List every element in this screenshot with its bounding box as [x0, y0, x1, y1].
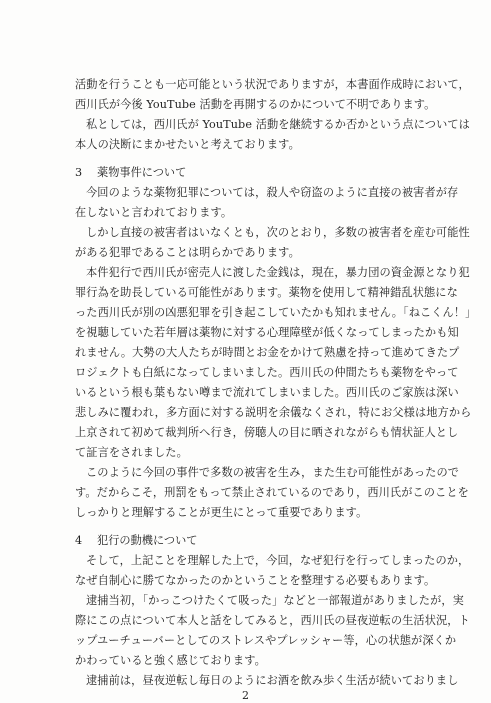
section-number: 4: [75, 534, 83, 547]
text-line: そして，上記ことを理解した上で，今回，なぜ犯行を行ってしまったのか，: [86, 554, 470, 567]
text-line: 私としては，西川氏が YouTube 活動を継続するか否かという点については: [86, 118, 470, 131]
text-line: かわっていると強く感じております。: [75, 654, 266, 667]
text-line: 西川氏が今後 YouTube 活動を再開するのかについて不明であります。: [75, 98, 436, 111]
text-line: 活動を行うことも一応可能という状況でありますが，本書面作成時において，: [75, 78, 470, 91]
text-line: 悲しみに覆われ，多方面に対する説明を余儀なくされ，特にお父様は地方から: [75, 406, 472, 419]
text-line: なぜ自制心に勝てなかったのかということを整理する必要もあります。: [75, 574, 436, 587]
text-line: 本件犯行で西川氏が密売人に渡した金銭は，現在，暴力団の資金源となり犯: [86, 266, 470, 279]
section-number: 3: [75, 166, 83, 179]
text-line: ロジェクトも白紙になってしまいました。西川氏の仲間たちも薬物をやって: [75, 366, 459, 379]
text-line: 罪行為を助長している可能性があります。薬物を使用して精神錯乱状態にな: [75, 286, 458, 299]
text-line: った西川氏が別の凶悪犯罪を引き起こしていたかも知れません。「ねこくん！」: [75, 306, 477, 319]
text-line: しかし直接の被害者はいなくとも，次のとおり，多数の被害者を産む可能性: [86, 226, 470, 239]
text-line: 逮捕当初，「かっこつけたくて吸った」などと一部報道がありましたが，実: [86, 594, 464, 607]
text-line: このように今回の事件で多数の被害を生み，また生む可能性があったので: [86, 466, 460, 479]
text-line: いるという根も葉もない噂まで流れてしまいました。西川氏のご家族は深い: [75, 386, 459, 399]
text-line: 逮捕前は，昼夜逆転し毎日のようにお酒を飲み歩く生活が続いておりまし: [86, 674, 459, 687]
text-line: す。だからこそ，刑罰をもって禁止されているのであり，西川氏がこのことを: [75, 486, 469, 499]
text-line: ップユーチューバーとしてのストレスやプレッシャー等，心の状態が深くか: [75, 634, 457, 647]
text-line: 上京されて初めて裁判所へ行き，傍聴人の目に晒されながらも情状証人とし: [75, 426, 459, 439]
text-line: を視聴していた若年層は薬物に対する心理障壁が低くなってしまったかも知: [75, 326, 459, 339]
section-heading: 薬物事件について: [97, 166, 187, 179]
page-number: 2: [242, 689, 249, 702]
text-line: 在しないと言われております。: [75, 206, 233, 219]
text-line: がある犯罪であることは明らかであります。: [75, 246, 300, 259]
text-line: れません。大勢の大人たちが時間とお金をかけて熟慮を持って進めてきたプ: [75, 346, 460, 359]
text-line: 際にこの点について本人と話をしてみると，西川氏の昼夜逆転の生活状況，ト: [75, 614, 470, 627]
text-line: て証言をされました。: [75, 446, 188, 459]
text-line: 本人の決断にまかせたいと考えております。: [75, 138, 300, 151]
section-heading: 犯行の動機について: [97, 534, 198, 547]
text-line: 今回のような薬物犯罪については，殺人や窃盗のように直接の被害者が存: [86, 186, 459, 199]
text-line: しっかりと理解することが更生にとって重要であります。: [75, 506, 368, 519]
